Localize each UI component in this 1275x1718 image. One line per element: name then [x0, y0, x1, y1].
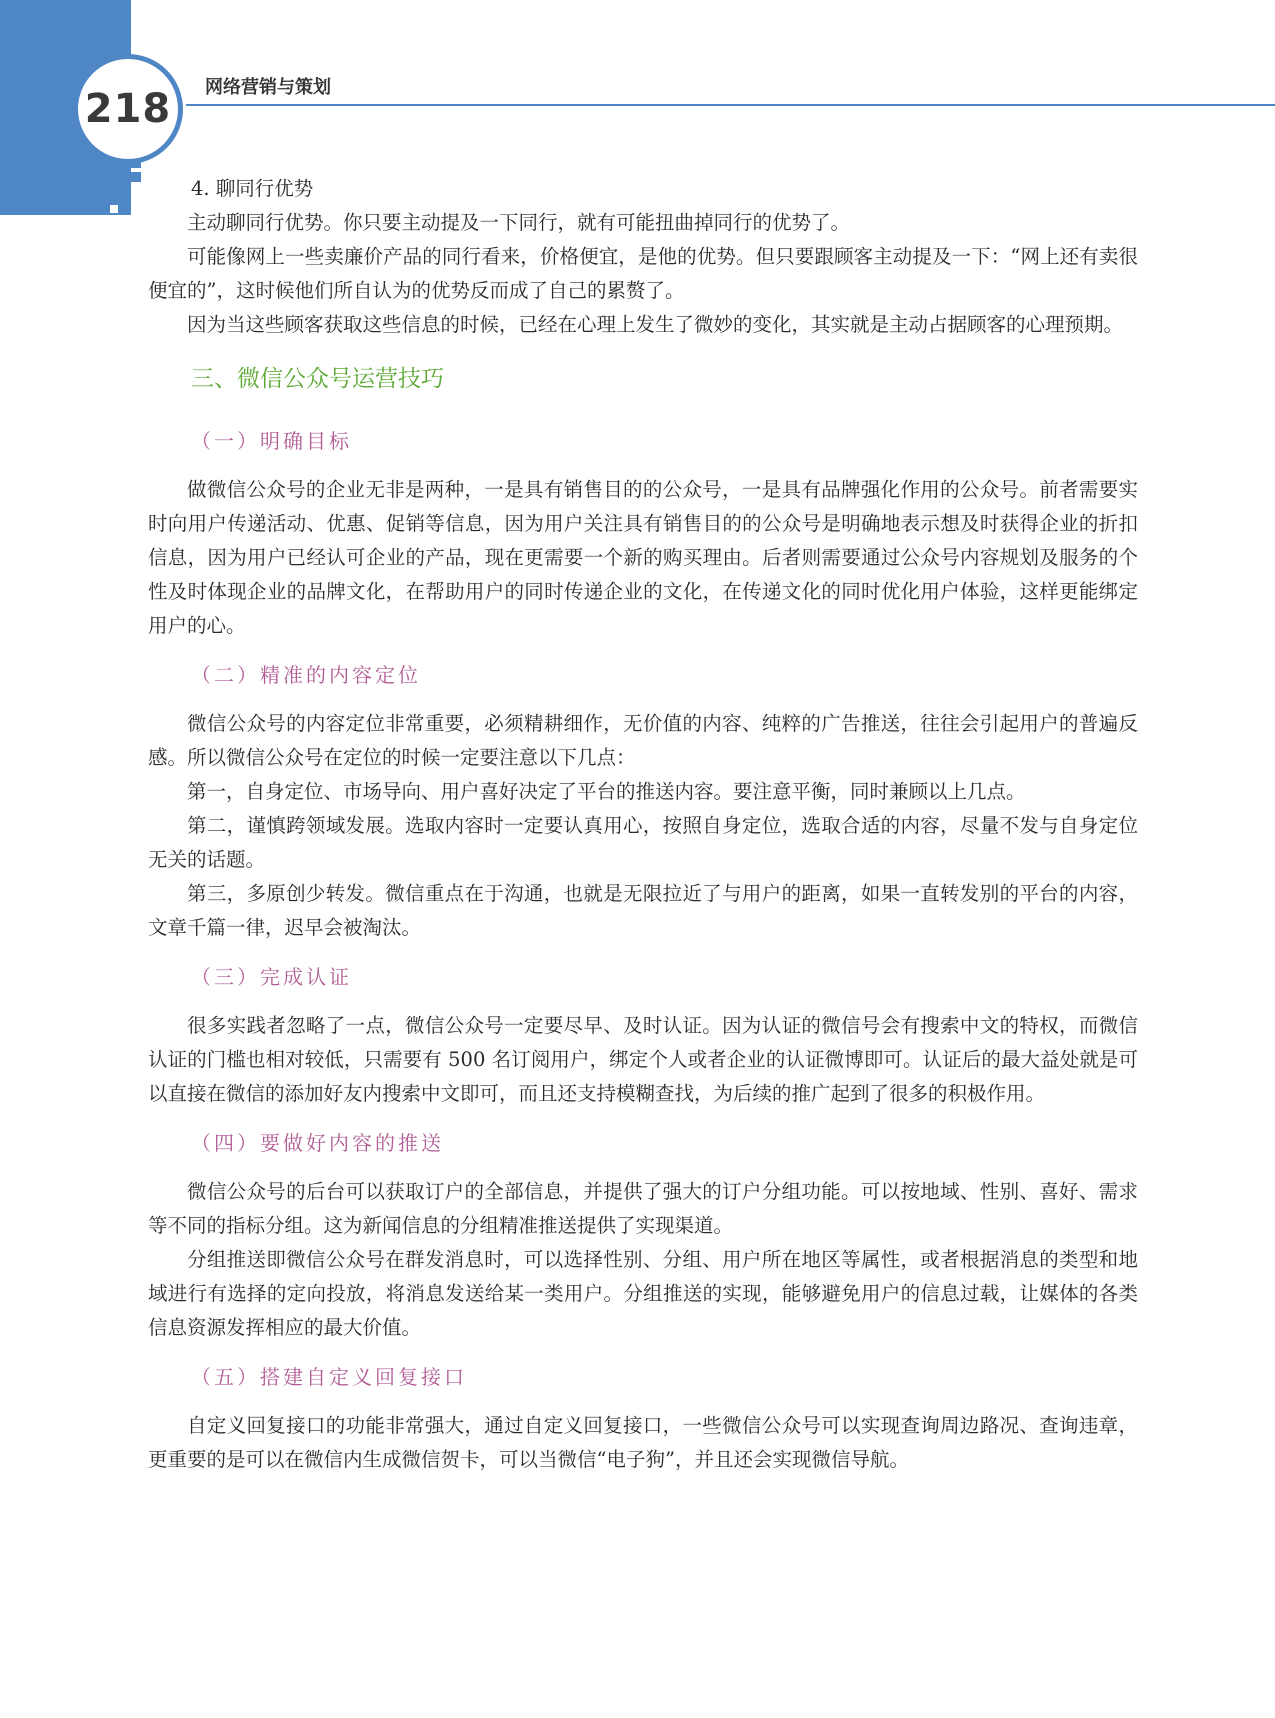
header-rule [186, 104, 1275, 106]
paragraph: 第一，自身定位、市场导向、用户喜好决定了平台的推送内容。要注意平衡，同时兼顾以上几点。 [187, 780, 1026, 803]
paragraph: 微信公众号的内容定位非常重要，必须精耕细作，无价值的内容、纯粹的广告推送，往往会引起用户的普遍反感。所以微信公众号在定位的时候一定要注意以下几点： [148, 712, 1138, 769]
paragraph: 第三，多原创少转发。微信重点在于沟通，也就是无限拉近了与用户的距离，如果一直转发别的平台的内容，文章千篇一律，迟早会被淘汰。 [148, 882, 1138, 939]
page-number-badge [73, 54, 183, 164]
subsection-title: （三）完成认证 [191, 965, 352, 989]
page-body [148, 172, 1138, 1477]
paragraph: 第二，谨慎跨领域发展。选取内容时一定要认真用心，按照自身定位，选取合适的内容，尽量不发与自身定位无关的话题。 [148, 814, 1138, 871]
subsection-title: （二）精准的内容定位 [191, 663, 421, 687]
paragraph: 因为当这些顾客获取这些信息的时候，已经在心理上发生了微妙的变化，其实就是主动占据顾客的心理预期。 [187, 313, 1124, 336]
paragraph: 做微信公众号的企业无非是两种，一是具有销售目的的公众号，一是具有品牌强化作用的公众号。前者需要实时向用户传递活动、优惠、促销等信息，因为用户关注具有销售目的的公众号是明确地表示想及时获得企业的折扣信息，因为用户已经认可企业的产品，现在更需要一个新的购买理由。后者则需要通过公众号内容规划及服务的个性及时体现企业的品牌文化，在帮助用户的同时传递企业的文化，在传递文化的同时优化用户体验，这样更能绑定用户的心。 [148, 478, 1138, 637]
paragraph: 分组推送即微信公众号在群发消息时，可以选择性别、分组、用户所在地区等属性，或者根据消息的类型和地域进行有选择的定向投放，将消息发送给某一类用户。分组推送的实现，能够避免用户的信息过载，让媒体的各类信息资源发挥相应的最大价值。 [148, 1248, 1138, 1339]
subsection-title: （一）明确目标 [191, 429, 352, 453]
paragraph: 很多实践者忽略了一点，微信公众号一定要尽早、及时认证。因为认证的微信号会有搜索中文的特权，而微信认证的门槛也相对较低，只需要有 500 名订阅用户，绑定个人或者企业的认证微博即可。认证后的最大益处就是可以直接在微信的添加好友内搜索中文即可，而且还支持模糊查找，为后续的推广起到了很多的积极作用。 [148, 1014, 1138, 1105]
paragraph: 微信公众号的后台可以获取订户的全部信息，并提供了强大的订户分组功能。可以按地域、性别、喜好、需求等不同的指标分组。这为新闻信息的分组精准推送提供了实现渠道。 [148, 1180, 1138, 1237]
list-heading: 4. 聊同行优势 [191, 177, 314, 200]
subsection-title: （四）要做好内容的推送 [191, 1131, 444, 1155]
paragraph: 可能像网上一些卖廉价产品的同行看来，价格便宜，是他的优势。但只要跟顾客主动提及一下：“网上还有卖很便宜的”，这时候他们所自认为的优势反而成了自己的累赘了。 [148, 245, 1138, 302]
section-title: 三、微信公众号运营技巧 [191, 366, 444, 392]
page-number: 218 [84, 86, 172, 132]
paragraph: 主动聊同行优势。你只要主动提及一下同行，就有可能扭曲掉同行的优势了。 [187, 211, 851, 234]
subsection-title: （五）搭建自定义回复接口 [191, 1365, 467, 1389]
book-title: 网络营销与策划 [205, 77, 331, 98]
paragraph: 自定义回复接口的功能非常强大，通过自定义回复接口，一些微信公众号可以实现查询周边路况、查询违章，更重要的是可以在微信内生成微信贺卡，可以当微信“电子狗”，并且还会实现微信导航。 [148, 1414, 1138, 1471]
